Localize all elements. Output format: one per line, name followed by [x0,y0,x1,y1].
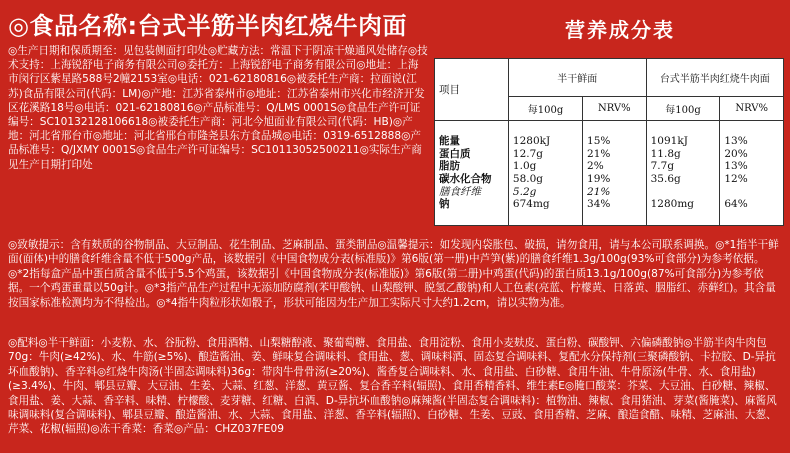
nutrition-item-header: 项目 [435,59,509,121]
nutrient-label: 碳水化合物 [439,173,492,185]
nutrition-table-title: 营养成分表 [565,18,675,42]
nutrient-nrv: 13% [724,135,748,148]
nutrition-per100g-header: 每100g [508,97,582,121]
nutrition-nrv-header: NRV% [583,97,647,121]
nutrient-value: 5.2g [512,185,537,198]
nutrition-product1-header: 半干鲜面 [508,59,646,97]
nutrient-nrv: 21% [587,147,611,160]
nutrient-nrv: 20% [724,147,748,160]
nutrient-nrv: 21% [587,185,611,198]
nutrient-value: 11.8g [650,147,681,160]
nutrient-value: 7.7g [650,160,675,173]
nutrient-value: 674mg [512,198,550,211]
nutrient-value [651,186,716,199]
nutrient-nrv [724,186,779,199]
nutrient-label: 钠 [439,198,450,211]
nutrition-product2-header: 台式半筋半肉红烧牛肉面 [646,59,783,97]
nutrient-value: 1091kJ [650,135,688,148]
nutrient-label: 膳食纤维 [439,185,481,198]
nutrient-nrv: 34% [587,198,611,211]
nutrition-product2-nrv [720,121,784,226]
nutrient-value: 1.0g [512,160,537,173]
nutrient-value: 12.7g [512,147,544,160]
product-info-text: ◎生产日期和保质期至：见包装侧面打印处◎贮藏方法：常温下于阴凉干燥通风处储存◎技术支持：上海锐舒电子商务有限公司◎委托方：上海锐舒电子商务有限公司◎地址：上海市闵行区紫星路588号2幢2153室◎电话：021-62180816◎被委托生产商：拉面说(江苏)食品有限公司(代码：LM)◎产地：江苏省泰州市◎地址：江苏省泰州市兴化市经济开发区花溪路18号◎电话：021-62180816◎产品标准号：Q/LMS 0001S◎食品生产许可证编号：SC10132128106618◎被委托生产商：河北今旭面业有限公司(代码：HB)◎产地：河北省邢台市◎地址：河北省邢台市隆尧县东方食品城◎电话：0319-6512888◎产品标准号：Q/JXMY 0001S◎食品生产许可证编号：SC10113052500211◎实际生产商见生产日期打印处 [8,45,428,171]
nutrition-labels [435,121,509,226]
nutrient-nrv: 12% [724,173,748,185]
product-name-title: ◎食品名称:台式半筋半肉红烧牛肉面 [8,12,408,40]
nutrient-label: 蛋白质 [439,147,471,160]
nutrition-product1-nrv [583,121,647,226]
nutrient-label: 能量 [439,135,460,148]
nutrient-nrv: 64% [724,198,748,211]
nutrition-product1-values [508,121,582,226]
nutrition-product2-values [646,121,720,226]
nutrition-per100g-header: 每100g [646,97,720,121]
nutrition-table [434,58,784,226]
allergen-notice-text: ◎致敏提示：含有麸质的谷物制品、大豆制品、花生制品、芝麻制品、蛋类制品◎温馨提示：如发现内袋胀包、破损，请勿食用，请与本公司联系调换。◎*1指半干鲜面(面体)中的膳食纤维含量不低于500g产品，该数据引《中国食物成分表(标准版)》第6版(第一册)中芦笋(紫)的膳食纤维1.3g/100g(93%可食部分)为参考依据。◎*2指每盒产品中蛋白质含量不低于5.5个鸡蛋，该数据引《中国食物成分表(标准版)》第6版(第二册)中鸡蛋(代码)的蛋白质13.1g/100g(87%可食部分)为参考依据。一个鸡蛋重量以50g计。◎*3指产品生产过程中无添加防腐剂(苯甲酸钠、山梨酸钾、脱氢乙酸钠)和人工色素(亮蓝、柠檬黄、日落黄、胭脂红、赤藓红)。其含量按国家标准检测均为不得检出。◎*4指牛肉粒形状如骰子，形状可能因为生产加工实际尺寸大约1.2cm，请以实物为准。 [8,239,779,309]
nutrient-nrv: 15% [587,135,611,148]
nutrient-nrv: 19% [587,173,611,185]
nutrient-value: 58.0g [512,173,544,185]
nutrient-value: 1280kJ [512,135,551,148]
nutrient-value: 1280mg [650,198,695,211]
nutrient-label: 脂肪 [439,160,460,173]
nutrient-value: 35.6g [650,173,681,185]
nutrient-nrv: 2% [587,160,604,173]
nutrient-nrv: 13% [724,160,748,173]
nutrition-nrv-header: NRV% [720,97,784,121]
ingredients-text: ◎配料◎半干鲜面：小麦粉、水、谷朊粉、食用酒精、山梨糖醇液、聚葡萄糖、食用盐、食用淀粉、食用小麦麸皮、蛋白粉、碳酸钾、六偏磷酸钠◎半筋半肉牛肉包70g：牛肉(≥42%)、水、牛筋(≥5%)、酿造酱油、姜、鲜味复合调味料、食用盐、葱、调味料酒、固态复合调味料、复配水分保持剂(三聚磷酸钠、卡拉胶、D-异抗坏血酸钠)、香辛料◎红烧牛肉汤(半固态调味料)36g：带肉牛骨骨汤(≥20%)、酱香复合调味料、水、食用盐、白砂糖、食用牛油、牛骨原汤(牛骨、水、食用盐)(≥3.4%)、牛肉、郫县豆瓣、大豆油、生姜、大蒜、红葱、洋葱、黄豆酱、复合香辛料(辐照)、食用香精香料、维生素E◎腌口酸菜：芥菜、大豆油、白砂糖、辣椒、食用盐、姜、大蒜、香辛料、味精、柠檬酸、麦芽糖、红糖、白酒、D-异抗坏血酸钠◎麻辣酱(半固态复合调味料)：植物油、辣椒、食用猪油、芽菜(酱腌菜)、麻酱风味调味料(复合调味料)、郫县豆瓣、酿造酱油、水、大蒜、食用盐、洋葱、香辛料(辐照)、白砂糖、生姜、豆豉、食用香精、芝麻、酿造食醋、味精、芝麻油、大葱、芹菜、花椒(辐照)◎冻干香菜：香菜◎产品：CHZ037FE09 [8,337,777,436]
